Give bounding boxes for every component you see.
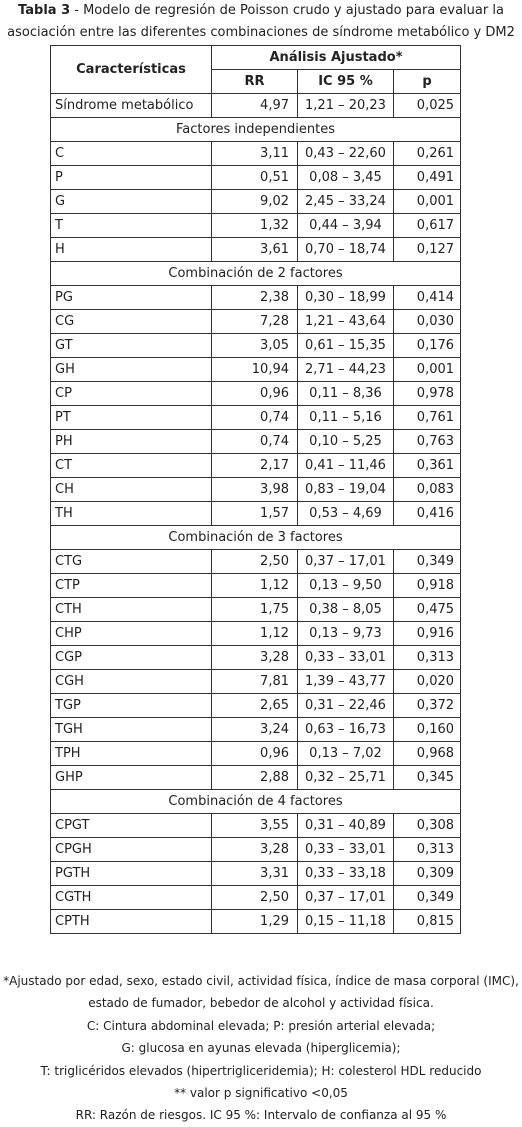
cell-p: 0,001 xyxy=(394,358,461,382)
section-label: Combinación de 3 factores xyxy=(51,526,461,550)
cell-rr: 2,17 xyxy=(212,454,298,478)
cell-characteristic: CPGT xyxy=(51,814,212,838)
cell-ic: 0,37 – 17,01 xyxy=(298,550,394,574)
table-row xyxy=(51,430,461,454)
cell-ic: 0,13 – 7,02 xyxy=(298,742,394,766)
footnote-line: estado de fumador, bebedor de alcohol y actividad física. xyxy=(88,996,434,1011)
cell-p: 0,349 xyxy=(394,886,461,910)
cell-rr: 1,32 xyxy=(212,214,298,238)
cell-ic: 0,13 – 9,50 xyxy=(298,574,394,598)
cell-ic: 0,31 – 22,46 xyxy=(298,694,394,718)
section-row xyxy=(51,526,461,550)
footnote-line: G: glucosa en ayunas elevada (hiperglicemia); xyxy=(121,1041,401,1056)
cell-rr: 3,55 xyxy=(212,814,298,838)
header-characteristics: Características xyxy=(51,46,212,94)
cell-ic: 0,70 – 18,74 xyxy=(298,238,394,262)
table-row xyxy=(51,238,461,262)
cell-p: 0,345 xyxy=(394,766,461,790)
caption-title: - Modelo de regresión de Poisson crudo y ajustado para evaluar la xyxy=(70,3,504,18)
footnote-line: ** valor p significativo <0,05 xyxy=(174,1086,348,1101)
cell-rr: 3,28 xyxy=(212,838,298,862)
table-row xyxy=(51,214,461,238)
cell-rr: 1,75 xyxy=(212,598,298,622)
cell-characteristic: PG xyxy=(51,286,212,310)
cell-characteristic: CGH xyxy=(51,670,212,694)
cell-rr: 3,11 xyxy=(212,142,298,166)
cell-ic: 0,11 – 8,36 xyxy=(298,382,394,406)
cell-ic: 0,63 – 16,73 xyxy=(298,718,394,742)
cell-ic: 0,83 – 19,04 xyxy=(298,478,394,502)
cell-rr: 1,12 xyxy=(212,622,298,646)
cell-p: 0,617 xyxy=(394,214,461,238)
cell-rr: 7,81 xyxy=(212,670,298,694)
cell-p: 0,491 xyxy=(394,166,461,190)
cell-rr: 1,29 xyxy=(212,910,298,934)
cell-rr: 3,05 xyxy=(212,334,298,358)
footnote-line: C: Cintura abdominal elevada; P: presión arterial elevada; xyxy=(86,1018,436,1033)
cell-rr: 0,96 xyxy=(212,382,298,406)
cell-p: 0,372 xyxy=(394,694,461,718)
cell-ic: 0,31 – 40,89 xyxy=(298,814,394,838)
cell-characteristic: PGTH xyxy=(51,862,212,886)
cell-characteristic: GHP xyxy=(51,766,212,790)
table-row xyxy=(51,166,461,190)
cell-characteristic: CTG xyxy=(51,550,212,574)
cell-rr: 1,57 xyxy=(212,502,298,526)
cell-characteristic: CGTH xyxy=(51,886,212,910)
results-table xyxy=(50,45,461,934)
cell-ic: 0,43 – 22,60 xyxy=(298,142,394,166)
cell-p: 0,083 xyxy=(394,478,461,502)
cell-p: 0,414 xyxy=(394,286,461,310)
cell-rr: 0,51 xyxy=(212,166,298,190)
table-row xyxy=(51,574,461,598)
cell-rr: 3,98 xyxy=(212,478,298,502)
cell-ic: 1,39 – 43,77 xyxy=(298,670,394,694)
cell-rr: 2,50 xyxy=(212,550,298,574)
cell-p: 0,160 xyxy=(394,718,461,742)
cell-p: 0,978 xyxy=(394,382,461,406)
table-row xyxy=(51,694,461,718)
table-row xyxy=(51,838,461,862)
cell-ic: 2,45 – 33,24 xyxy=(298,190,394,214)
cell-characteristic: CPGH xyxy=(51,838,212,862)
cell-rr: 0,74 xyxy=(212,406,298,430)
table-row xyxy=(51,478,461,502)
table-row xyxy=(51,286,461,310)
cell-ic: 2,71 – 44,23 xyxy=(298,358,394,382)
cell-p: 0,349 xyxy=(394,550,461,574)
cell-ic: 0,41 – 11,46 xyxy=(298,454,394,478)
cell-characteristic: TGH xyxy=(51,718,212,742)
cell-characteristic: PT xyxy=(51,406,212,430)
cell-p: 0,308 xyxy=(394,814,461,838)
cell-p: 0,761 xyxy=(394,406,461,430)
table-row xyxy=(51,190,461,214)
table-row xyxy=(51,766,461,790)
table-row xyxy=(51,814,461,838)
cell-rr: 0,96 xyxy=(212,742,298,766)
cell-rr: 2,65 xyxy=(212,694,298,718)
cell-p: 0,313 xyxy=(394,646,461,670)
table-row xyxy=(51,502,461,526)
table-row xyxy=(51,622,461,646)
cell-p: 0,176 xyxy=(394,334,461,358)
cell-p: 0,261 xyxy=(394,142,461,166)
cell-rr: 2,50 xyxy=(212,886,298,910)
section-row xyxy=(51,118,461,142)
cell-p: 0,475 xyxy=(394,598,461,622)
cell-characteristic: C xyxy=(51,142,212,166)
cell-ic: 0,30 – 18,99 xyxy=(298,286,394,310)
cell-characteristic: CPTH xyxy=(51,910,212,934)
table-row xyxy=(51,358,461,382)
header-p: p xyxy=(394,70,461,94)
cell-characteristic: CG xyxy=(51,310,212,334)
cell-p: 0,001 xyxy=(394,190,461,214)
cell-p: 0,361 xyxy=(394,454,461,478)
cell-rr: 10,94 xyxy=(212,358,298,382)
footnote-line: RR: Razón de riesgos. IC 95 %: Intervalo de confianza al 95 % xyxy=(75,1108,447,1123)
cell-characteristic: T xyxy=(51,214,212,238)
cell-ic: 0,53 – 4,69 xyxy=(298,502,394,526)
cell-characteristic: CHP xyxy=(51,622,212,646)
section-row xyxy=(51,262,461,286)
cell-ic: 1,21 – 43,64 xyxy=(298,310,394,334)
cell-characteristic: CP xyxy=(51,382,212,406)
cell-characteristic: GT xyxy=(51,334,212,358)
cell-ic: 0,15 – 11,18 xyxy=(298,910,394,934)
table-row xyxy=(51,670,461,694)
cell-characteristic: CTH xyxy=(51,598,212,622)
section-row xyxy=(51,790,461,814)
cell-p: 0,020 xyxy=(394,670,461,694)
table-row xyxy=(51,862,461,886)
table-row xyxy=(51,598,461,622)
table-caption xyxy=(0,0,522,44)
table-footnotes xyxy=(0,970,522,1127)
table-row xyxy=(51,310,461,334)
cell-rr: 4,97 xyxy=(212,94,298,118)
cell-characteristic: P xyxy=(51,166,212,190)
cell-ic: 0,38 – 8,05 xyxy=(298,598,394,622)
cell-p: 0,025 xyxy=(394,94,461,118)
footnote-line: *Ajustado por edad, sexo, estado civil, actividad física, índice de masa corporal (IMC), xyxy=(3,974,519,988)
table-row xyxy=(51,742,461,766)
cell-characteristic: CTP xyxy=(51,574,212,598)
cell-rr: 9,02 xyxy=(212,190,298,214)
cell-p: 0,127 xyxy=(394,238,461,262)
cell-characteristic: H xyxy=(51,238,212,262)
caption-line-2: asociación entre las diferentes combinaciones de síndrome metabólico y DM2 xyxy=(7,25,515,40)
cell-ic: 0,33 – 33,01 xyxy=(298,838,394,862)
table-row xyxy=(51,334,461,358)
table-row xyxy=(51,646,461,670)
cell-rr: 1,12 xyxy=(212,574,298,598)
cell-characteristic: TGP xyxy=(51,694,212,718)
footnote-line: T: triglicéridos elevados (hipertrigliceridemia); H: colesterol HDL reducido xyxy=(40,1063,482,1078)
cell-characteristic: TPH xyxy=(51,742,212,766)
table-row xyxy=(51,886,461,910)
cell-rr: 2,38 xyxy=(212,286,298,310)
cell-ic: 0,13 – 9,73 xyxy=(298,622,394,646)
cell-characteristic: CT xyxy=(51,454,212,478)
cell-ic: 0,10 – 5,25 xyxy=(298,430,394,454)
cell-p: 0,030 xyxy=(394,310,461,334)
cell-characteristic: Síndrome metabólico xyxy=(51,94,212,118)
table-row xyxy=(51,382,461,406)
cell-p: 0,416 xyxy=(394,502,461,526)
cell-p: 0,916 xyxy=(394,622,461,646)
cell-ic: 0,08 – 3,45 xyxy=(298,166,394,190)
cell-rr: 0,74 xyxy=(212,430,298,454)
header-rr: RR xyxy=(212,70,298,94)
cell-characteristic: G xyxy=(51,190,212,214)
table-body xyxy=(51,94,461,934)
cell-ic: 0,32 – 25,71 xyxy=(298,766,394,790)
cell-ic: 0,61 – 15,35 xyxy=(298,334,394,358)
cell-rr: 2,88 xyxy=(212,766,298,790)
caption-line-1 xyxy=(0,0,522,22)
table-row xyxy=(51,406,461,430)
cell-characteristic: CH xyxy=(51,478,212,502)
cell-ic: 0,11 – 5,16 xyxy=(298,406,394,430)
table-row xyxy=(51,910,461,934)
section-label: Combinación de 4 factores xyxy=(51,790,461,814)
section-label: Factores independientes xyxy=(51,118,461,142)
cell-ic: 1,21 – 20,23 xyxy=(298,94,394,118)
section-label: Combinación de 2 factores xyxy=(51,262,461,286)
cell-p: 0,309 xyxy=(394,862,461,886)
cell-ic: 0,33 – 33,01 xyxy=(298,646,394,670)
table-row xyxy=(51,454,461,478)
cell-characteristic: TH xyxy=(51,502,212,526)
cell-rr: 3,31 xyxy=(212,862,298,886)
cell-ic: 0,37 – 17,01 xyxy=(298,886,394,910)
cell-rr: 7,28 xyxy=(212,310,298,334)
cell-ic: 0,33 – 33,18 xyxy=(298,862,394,886)
caption-label: Tabla 3 xyxy=(18,3,71,18)
cell-p: 0,313 xyxy=(394,838,461,862)
cell-p: 0,815 xyxy=(394,910,461,934)
header-adjusted-analysis: Análisis Ajustado* xyxy=(212,46,461,70)
table-row xyxy=(51,94,461,118)
header-ic: IC 95 % xyxy=(298,70,394,94)
table-row xyxy=(51,718,461,742)
cell-p: 0,763 xyxy=(394,430,461,454)
cell-ic: 0,44 – 3,94 xyxy=(298,214,394,238)
cell-p: 0,968 xyxy=(394,742,461,766)
cell-characteristic: PH xyxy=(51,430,212,454)
cell-characteristic: GH xyxy=(51,358,212,382)
cell-p: 0,918 xyxy=(394,574,461,598)
cell-characteristic: CGP xyxy=(51,646,212,670)
cell-rr: 3,24 xyxy=(212,718,298,742)
table-row xyxy=(51,550,461,574)
cell-rr: 3,28 xyxy=(212,646,298,670)
table-row xyxy=(51,142,461,166)
cell-rr: 3,61 xyxy=(212,238,298,262)
